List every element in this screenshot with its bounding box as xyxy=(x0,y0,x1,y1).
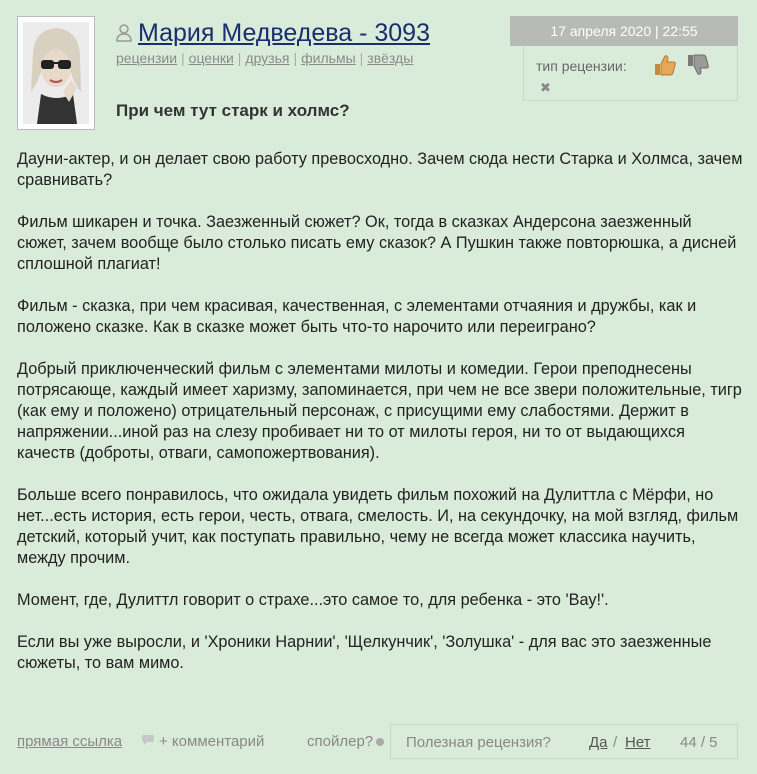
add-comment-button[interactable] xyxy=(141,733,264,750)
review-type-label: тип рецензии: xyxy=(536,58,627,74)
link-stars[interactable]: звёзды xyxy=(367,50,414,66)
link-reviews[interactable]: рецензии xyxy=(116,50,178,66)
review-paragraph: Дауни-актер, и он делает свою работу превосходно. Зачем сюда нести Старка и Холмса, зачем сравнивать? xyxy=(17,150,743,189)
review-paragraph: Момент, где, Дулиттл говорит о страхе...это самое то, для ребенка - это 'Вау!'. xyxy=(17,591,609,609)
thumb-up-icon[interactable] xyxy=(653,54,677,81)
useful-count: 44 / 5 xyxy=(680,734,718,751)
useful-no-link[interactable]: Нет xyxy=(625,734,651,751)
review-date: 17 апреля 2020 | 22:55 xyxy=(510,16,738,46)
useful-yes-link[interactable]: Да xyxy=(589,734,608,751)
review-paragraph: Фильм - сказка, при чем красивая, качественная, с элементами отчаяния и дружбы, как и положено сказке. Как в сказке может быть что-то нарочито или переиграно? xyxy=(17,297,697,336)
review-body xyxy=(17,149,745,695)
useful-review-box xyxy=(390,724,738,759)
author-name-link[interactable]: Мария Медведева - 3093 xyxy=(138,18,430,47)
review-paragraph: Больше всего понравилось, что ожидала увидеть фильм похожий на Дулиттла с Мёрфи, но нет...есть история, есть герои, честь, отвага, смелость. И, на секундочку, на мой взгляд, фильм детский, который учит, как поступать правильно, чему не всегда может классика научить, между прочим. xyxy=(17,486,739,567)
comment-bubble-icon xyxy=(141,733,155,750)
link-films[interactable]: фильмы xyxy=(301,50,356,66)
direct-link[interactable]: прямая ссылка xyxy=(17,733,123,750)
thumb-down-icon[interactable] xyxy=(686,54,710,81)
spoiler-toggle[interactable] xyxy=(307,733,384,750)
useful-separator: / xyxy=(613,734,618,751)
user-icon xyxy=(116,24,132,42)
close-icon[interactable]: ✖ xyxy=(540,80,551,95)
review-type-box xyxy=(523,47,738,101)
author-row xyxy=(116,17,430,49)
avatar-frame[interactable] xyxy=(17,16,95,130)
review-paragraph: Если вы уже выросли, и 'Хроники Нарнии', 'Щелкунчик', 'Золушка' - для вас это заезженные сюжеты, то вам мимо. xyxy=(17,633,712,672)
avatar[interactable] xyxy=(23,22,89,124)
spoiler-dot-icon xyxy=(376,738,384,746)
review-paragraph: Фильм шикарен и точка. Заезженный сюжет? Ок, тогда в сказках Андерсона заезженный сюжет, зачем вообще было столько писать ему сказок? А Пушкин также повторюшка, а дисней сплошной плагиат! xyxy=(17,213,737,273)
avatar-image xyxy=(23,22,89,124)
spoiler-label: спойлер? xyxy=(307,733,374,750)
profile-links: рецензии | оценки | друзья | фильмы | звёзды xyxy=(116,50,414,66)
review-title: При чем тут старк и холмс? xyxy=(116,101,350,120)
link-ratings[interactable]: оценки xyxy=(188,50,234,66)
link-friends[interactable]: друзья xyxy=(245,50,290,66)
review-paragraph: Добрый приключенческий фильм с элементами милоты и комедии. Герои преподнесены потрясающе, каждый имеет харизму, запоминается, при чем не все звери положительные, тигр (как ему и положено) отрицательный персонаж, с присущими ему слабостями. Держит в напряжении...иной раз на слезу пробивает ни то от милоты героя, ни то от выдающихся качеств (доброты, отваги, самопожертвования). xyxy=(17,360,742,462)
useful-review-label: Полезная рецензия? xyxy=(406,734,551,751)
add-comment-label: + комментарий xyxy=(159,733,265,750)
